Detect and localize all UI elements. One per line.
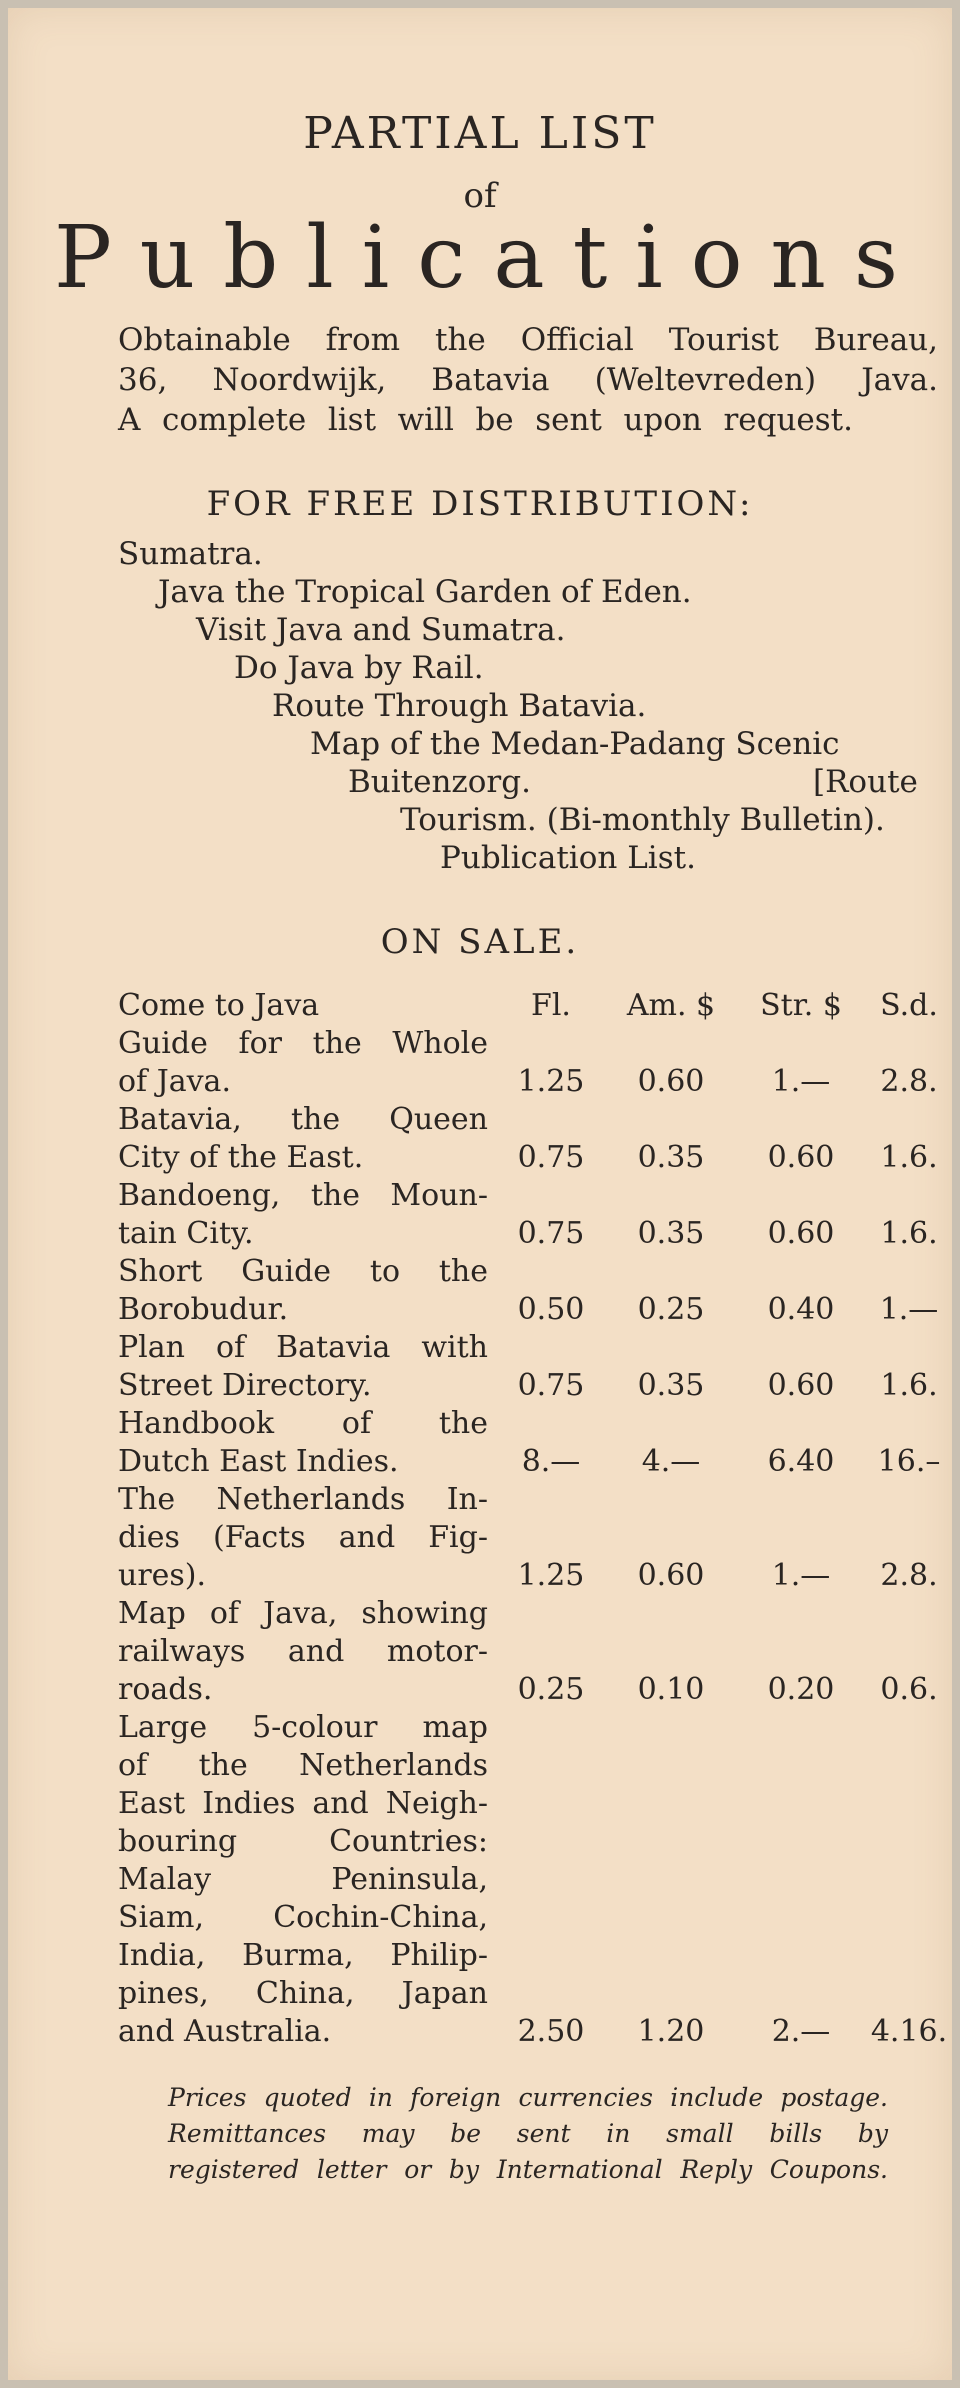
price-cell: 0.20 (767, 1672, 835, 1707)
price-cell: 0.60 (767, 1368, 835, 1403)
publication-title: City of the East. (118, 1140, 364, 1175)
price-cell: 0.35 (637, 1140, 705, 1175)
table-row (118, 1482, 938, 1520)
table-row (118, 1634, 938, 1672)
table-row (118, 1444, 941, 1482)
publication-title: Guide for the Whole (118, 1026, 488, 1061)
price-cell: 0.60 (637, 1558, 705, 1593)
publication-title: railways and motor- (118, 1634, 488, 1669)
table-row (118, 1824, 938, 1862)
publication-title: Come to Java (118, 988, 320, 1023)
on-sale-heading: ON SALE. (380, 922, 580, 962)
table-row (118, 1748, 938, 1786)
publication-title: Batavia, the Queen (118, 1102, 488, 1137)
price-cell: 0.60 (637, 1064, 705, 1099)
price-cell: 0.35 (637, 1216, 705, 1251)
table-row (118, 1026, 938, 1064)
publication-title: roads. (118, 1672, 213, 1707)
price-cell: 2.50 (517, 2014, 585, 2049)
table-row (118, 1292, 938, 1330)
publication-title: dies (Facts and Fig- (118, 1520, 488, 1555)
table-row (118, 1520, 938, 1558)
document-page (8, 8, 952, 2380)
table-row (118, 1786, 938, 1824)
price-cell: 0.35 (637, 1368, 705, 1403)
publication-title: Plan of Batavia with (118, 1330, 488, 1365)
price-cell: 0.40 (767, 1292, 835, 1327)
intro-line: A complete list will be sent upon request. (118, 402, 853, 438)
price-cell: 1.25 (517, 1064, 585, 1099)
publication-title: Street Directory. (118, 1368, 372, 1403)
price-cell: 1.6. (880, 1216, 938, 1251)
publication-title: pines, China, Japan (118, 1976, 488, 2011)
free-item: [Route (813, 764, 918, 800)
table-row (118, 988, 938, 1026)
title-line-3: Publications (53, 208, 927, 308)
footnote-line: Remittances may be sent in small bills by (168, 2119, 888, 2148)
table-row (118, 1330, 938, 1368)
intro-line: 36, Noordwijk, Batavia (Weltevreden) Java. (118, 362, 938, 398)
table-row (118, 1216, 938, 1254)
publication-title: ures). (118, 1558, 207, 1593)
price-cell: 0.75 (517, 1216, 585, 1251)
publication-title: of the Netherlands (118, 1748, 488, 1783)
price-cell: 2.8. (880, 1064, 938, 1099)
price-cell: 8.— (521, 1444, 581, 1479)
publication-title: Dutch East Indies. (118, 1444, 399, 1479)
column-header: Fl. (531, 988, 571, 1023)
price-cell: 0.10 (637, 1672, 705, 1707)
price-cell: 0.25 (637, 1292, 705, 1327)
column-header: S.d. (880, 988, 938, 1023)
price-cell: 4.— (641, 1444, 701, 1479)
price-cell: 2.— (771, 2014, 831, 2049)
free-item: Route Through Batavia. (272, 688, 647, 724)
price-cell: 2.8. (880, 1558, 938, 1593)
table-row (118, 1672, 938, 1710)
table-row (118, 1938, 938, 1976)
table-row (118, 1596, 938, 1634)
table-row (118, 1102, 938, 1140)
price-cell: 16.– (877, 1444, 941, 1479)
table-row (118, 1900, 938, 1938)
footnote (168, 2080, 888, 2188)
publication-title: Borobudur. (118, 1292, 289, 1327)
price-cell: 1.6. (880, 1368, 938, 1403)
table-row (118, 1976, 938, 2014)
publication-title: Short Guide to the (118, 1254, 488, 1289)
publication-title: Siam, Cochin-China, (118, 1900, 488, 1935)
publication-title: East Indies and Neigh- (118, 1786, 488, 1821)
price-cell: 0.75 (517, 1368, 585, 1403)
publication-title: Malay Peninsula, (118, 1862, 488, 1897)
table-row (118, 1178, 938, 1216)
table-row (118, 1254, 938, 1292)
price-cell: 0.60 (767, 1216, 835, 1251)
price-cell: 1.25 (517, 1558, 585, 1593)
intro-line: Obtainable from the Official Tourist Bureau, (118, 322, 938, 358)
table-row (118, 1140, 938, 1178)
free-item: Do Java by Rail. (234, 650, 484, 686)
free-item: Buitenzorg. (348, 764, 531, 800)
table-row (118, 1368, 938, 1406)
publication-title: Handbook of the (118, 1406, 488, 1441)
footnote-line: Prices quoted in foreign currencies include postage. (168, 2083, 888, 2112)
publication-title: of Java. (118, 1064, 231, 1099)
price-cell: 4.16. (870, 2014, 948, 2049)
title-line-1: PARTIAL LIST (303, 108, 657, 159)
table-row (118, 2014, 948, 2052)
publication-title: Map of Java, showing (118, 1596, 488, 1631)
price-cell: 0.60 (767, 1140, 835, 1175)
price-cell: 1.— (771, 1064, 831, 1099)
table-row (118, 1558, 938, 1596)
publication-title: India, Burma, Philip- (118, 1938, 488, 1973)
document-content (8, 8, 952, 2380)
table-row (118, 1406, 938, 1444)
price-cell: 6.40 (767, 1444, 835, 1479)
free-item: Java the Tropical Garden of Eden. (158, 574, 692, 610)
publication-title: The Netherlands In- (118, 1482, 488, 1517)
free-item: Map of the Medan-Padang Scenic (310, 726, 840, 762)
table-row (118, 1862, 938, 1900)
price-cell: 0.50 (517, 1292, 585, 1327)
column-header: Am. $ (626, 988, 716, 1023)
intro-paragraph (118, 320, 938, 440)
free-item: Publication List. (440, 840, 696, 876)
price-cell: 1.20 (637, 2014, 705, 2049)
table-row (118, 1064, 938, 1102)
publication-title: bouring Countries: (118, 1824, 488, 1859)
price-cell: 1.— (879, 1292, 939, 1327)
price-cell: 0.6. (880, 1672, 938, 1707)
free-item: Tourism. (Bi-monthly Bulletin). (400, 802, 885, 838)
publication-title: Large 5-colour map (118, 1710, 488, 1745)
title-line-2: of (463, 176, 497, 216)
column-header: Str. $ (760, 988, 842, 1023)
free-item: Sumatra. (118, 536, 263, 572)
free-distribution-heading: FOR FREE DISTRIBUTION: (206, 484, 754, 524)
price-cell: 0.75 (517, 1140, 585, 1175)
footnote-line: registered letter or by International Reply Coupons. (168, 2155, 888, 2184)
publication-title: tain City. (118, 1216, 254, 1251)
price-cell: 1.6. (880, 1140, 938, 1175)
publication-title: Bandoeng, the Moun- (118, 1178, 488, 1213)
price-cell: 1.— (771, 1558, 831, 1593)
price-cell: 0.25 (517, 1672, 585, 1707)
table-row (118, 1710, 938, 1748)
publication-title: and Australia. (118, 2014, 332, 2049)
free-item: Visit Java and Sumatra. (196, 612, 566, 648)
